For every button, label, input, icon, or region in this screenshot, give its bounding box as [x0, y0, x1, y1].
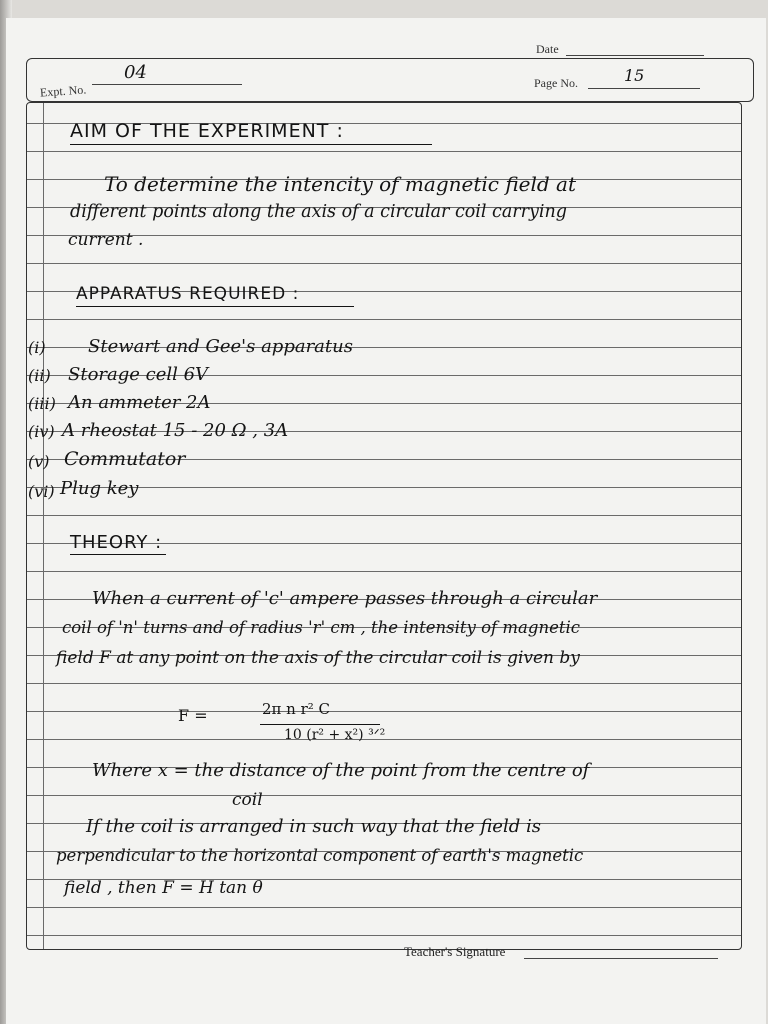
aim-heading: AIM OF THE EXPERIMENT :	[70, 120, 344, 142]
apparatus-item: Stewart and Gee's apparatus	[88, 336, 353, 357]
aim-line-2: different points along the axis of a circular coil carrying	[70, 202, 567, 222]
expt-no-value: 04	[124, 62, 147, 83]
apparatus-heading: APPARATUS REQUIRED :	[76, 284, 300, 304]
aim-line-1: To determine the intencity of magnetic field at	[104, 172, 577, 196]
formula-denominator: 10 (r² + x²) ³ᐟ²	[284, 727, 386, 743]
ruled-line	[27, 263, 741, 264]
ruled-line	[27, 935, 741, 936]
ruled-line	[27, 907, 741, 908]
theory-heading-underline	[70, 554, 166, 555]
ruled-line	[27, 319, 741, 320]
ruled-line	[27, 711, 741, 712]
if-line-3: field , then F = H tan θ	[64, 878, 263, 898]
date-line	[566, 55, 704, 56]
formula-fraction-bar	[260, 724, 380, 725]
aim-heading-underline	[70, 144, 432, 145]
apparatus-number: (vi)	[28, 482, 55, 501]
apparatus-number: (iii)	[28, 394, 56, 413]
if-line-2: perpendicular to the horizontal component of earth's magnetic	[56, 846, 584, 865]
theory-line-3: field F at any point on the axis of the circular coil is given by	[56, 648, 580, 668]
apparatus-item: Commutator	[64, 448, 186, 470]
where-line-2: coil	[232, 790, 263, 810]
apparatus-item: A rheostat 15 - 20 Ω , 3A	[62, 420, 289, 441]
apparatus-number: (ii)	[28, 366, 51, 385]
if-line-1: If the coil is arranged in such way that the field is	[86, 816, 541, 837]
ruled-line	[27, 571, 741, 572]
expt-no-label: Expt. No.	[39, 82, 87, 100]
apparatus-number: (i)	[28, 338, 46, 357]
where-line-1: Where x = the distance of the point from the centre of	[92, 760, 590, 781]
apparatus-item: An ammeter 2A	[68, 392, 211, 413]
apparatus-heading-underline	[76, 306, 354, 307]
apparatus-item: Plug key	[60, 478, 139, 499]
formula-lhs: F =	[178, 706, 208, 725]
ruled-line	[27, 795, 741, 796]
page-no-value: 15	[624, 66, 645, 85]
theory-line-2: coil of 'n' turns and of radius 'r' cm , the intensity of magnetic	[62, 618, 580, 637]
teachers-signature-label: Teacher's Signature	[404, 944, 506, 959]
apparatus-number: (iv)	[28, 422, 55, 441]
ruled-line	[27, 515, 741, 516]
ruled-line	[27, 683, 741, 684]
apparatus-number: (v)	[28, 452, 50, 471]
page-no-label: Page No.	[534, 76, 578, 90]
signature-line	[524, 958, 718, 959]
page-no-line	[588, 88, 700, 89]
date-label: Date	[536, 42, 559, 56]
expt-no-line	[92, 84, 242, 85]
theory-line-1: When a current of 'c' ampere passes through a circular	[92, 588, 598, 609]
formula-numerator: 2π n r² C	[262, 700, 331, 718]
aim-line-3: current .	[68, 230, 144, 250]
theory-heading: THEORY :	[70, 532, 163, 553]
apparatus-item: Storage cell 6V	[68, 364, 209, 385]
ruled-line	[27, 151, 741, 152]
